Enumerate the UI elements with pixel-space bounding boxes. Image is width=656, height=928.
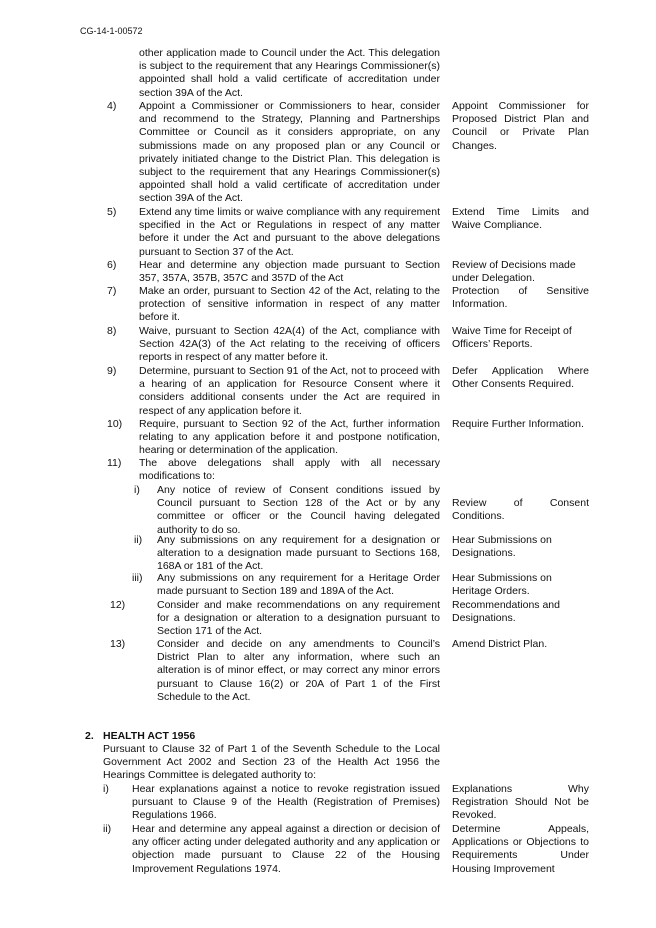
- item-text: Hear explanations against a notice to revoke registration issued pursuant to Clause 9 of the Health (Registration of Premises) Regulations 1966.: [132, 783, 440, 822]
- item-number: 6): [107, 259, 117, 271]
- subitem-text: Any submissions on any requirement for a Heritage Order made pursuant to Section 189 and 189A of the Act.: [157, 572, 440, 598]
- side-note: Recommendations and Designations.: [452, 599, 560, 625]
- section-number: 2.: [85, 730, 94, 742]
- item-text: Make an order, pursuant to Section 42 of the Act, relating to the protection of sensitive information in respect of any matter before it.: [139, 285, 440, 324]
- item-number: 8): [107, 325, 117, 337]
- side-note: Require Further Information.: [452, 418, 584, 430]
- side-note: Review of Decisions made under Delegation.: [452, 259, 576, 285]
- item-text: Consider and decide on any amendments to Council’s District Plan to alter any information, where such an alteration is of minor effect, or may correct any minor errors pursuant to Clause 16(2) or 20A of Part 1 of the First Schedule to the Act.: [157, 638, 440, 703]
- item-text: The above delegations shall apply with all necessary modifications to:: [139, 457, 440, 483]
- side-note: Determine Appeals, Applications or Objections to Requirements Under Housing Improvement: [452, 823, 589, 875]
- section-heading: [85, 730, 195, 743]
- item-text: Hear and determine any appeal against a direction or decision of any officer acting under delegated authority and any application or objection made pursuant to Clause 22 of the Housing Improvement Regulations 1974.: [132, 823, 440, 875]
- side-note: Hear Submissions on Designations.: [452, 534, 552, 560]
- subitem-number: iii): [132, 572, 143, 584]
- document-id: CG-14-1-00572: [80, 26, 143, 36]
- subitem-number: i): [134, 484, 140, 496]
- side-note: Explanations Why Registration Should Not be Revoked.: [452, 783, 589, 822]
- side-note: Extend Time Limits and Waive Compliance.: [452, 206, 589, 232]
- item-number: 7): [107, 285, 117, 297]
- side-note: Amend District Plan.: [452, 638, 548, 650]
- item-number: i): [103, 783, 109, 795]
- item-number: ii): [103, 823, 112, 835]
- item-number: 13): [110, 638, 126, 650]
- subitem-text: Any notice of review of Consent conditions issued by Council pursuant to Section 128 of the Act or by any committee or officer or the Council having delegated authority to do so.: [157, 484, 440, 536]
- item-number: 9): [107, 365, 117, 377]
- item-number: 10): [107, 418, 123, 430]
- side-note: Review of Consent Conditions.: [452, 497, 589, 523]
- side-note: Defer Application Where Other Consents Required.: [452, 365, 589, 391]
- item-text: Waive, pursuant to Section 42A(4) of the Act, compliance with Section 42A(3) of the Act relating to the receiving of officers reports in respect of any matter before it.: [139, 325, 440, 364]
- item-number: 4): [107, 100, 117, 112]
- continuation-text: other application made to Council under the Act. This delegation is subject to the requirement that any Hearings Commissioner(s) appointed shall hold a valid certificate of accreditation under section 39A of the Act.: [139, 47, 440, 99]
- item-text: Appoint a Commissioner or Commissioners to hear, consider and recommend to the Strategy, Planning and Partnerships Committee or Council as it considers appropriate, on any submissions made on any proposed plan or any Council or privately initiated change to the District Plan. This delegation is subject to the requirement that any Hearings Commissioner(s) appointed shall hold a valid certificate of accreditation under section 39A of the Act.: [139, 100, 440, 205]
- item-text: Hear and determine any objection made pursuant to Section 357, 357A, 357B, 357C and 357D of the Act: [139, 259, 440, 285]
- subitem-text: Any submissions on any requirement for a designation or alteration to a designation made pursuant to Sections 168, 168A or 181 of the Act.: [157, 534, 440, 573]
- item-number: 11): [107, 457, 122, 469]
- item-text: Extend any time limits or waive compliance with any requirement specified in the Act or Regulations in respect of any matter before it under the Act and pursuant to the above delegations pursuant to Section 37 of the Act.: [139, 206, 440, 258]
- side-note: Waive Time for Receipt of Officers’ Reports.: [452, 325, 572, 351]
- item-text: Determine, pursuant to Section 91 of the Act, not to proceed with a hearing of an application for Resource Consent where it considers additional consents under the Act are required in respect of any application before it.: [139, 365, 440, 417]
- side-note: Appoint Commissioner for Proposed District Plan and Council or Private Plan Changes.: [452, 100, 589, 152]
- section-intro: Pursuant to Clause 32 of Part 1 of the Seventh Schedule to the Local Government Act 2002 and Section 23 of the Health Act 1956 the Hearings Committee is delegated authority to:: [103, 743, 440, 782]
- side-note: Protection of Sensitive Information.: [452, 285, 589, 311]
- item-text: Require, pursuant to Section 92 of the Act, further information relating to any application before it and postpone notification, hearing or determination of the application.: [139, 418, 440, 457]
- item-number: 12): [110, 599, 126, 611]
- item-number: 5): [107, 206, 117, 218]
- side-note: Hear Submissions on Heritage Orders.: [452, 572, 552, 598]
- subitem-number: ii): [134, 534, 143, 546]
- item-text: Consider and make recommendations on any requirement for a designation or alteration to a designation pursuant to Section 171 of the Act.: [157, 599, 440, 638]
- section-title: HEALTH ACT 1956: [103, 730, 196, 742]
